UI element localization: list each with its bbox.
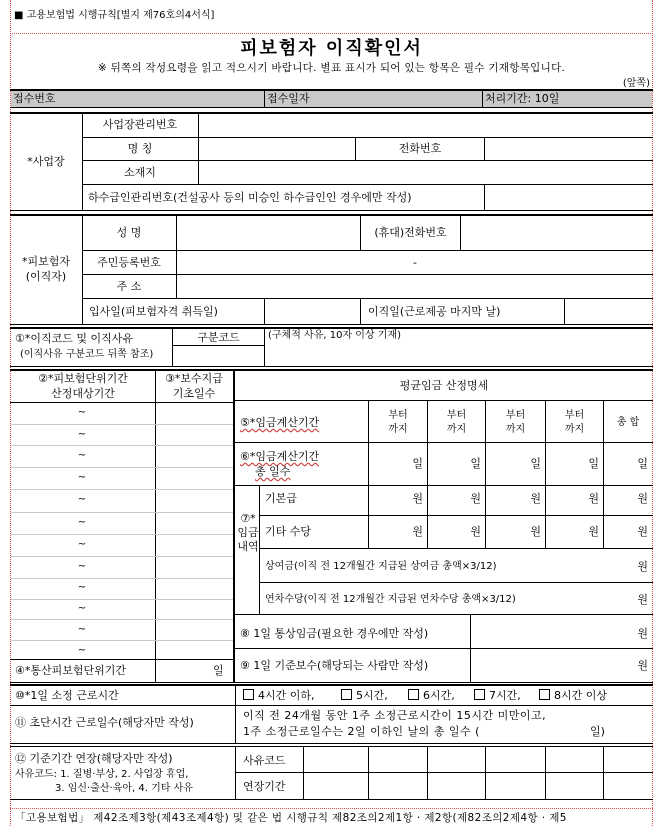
page-guide-right [652,0,653,826]
receipt-number-label: 접수번호 [13,92,56,105]
short-time-days-label: ⑪ 초단시간 근로일수(해당자만 작성) [15,716,194,729]
short-time-text-line1: 이직 전 24개월 동안 1주 소정근로시간이 15시간 미만이고, [243,709,547,722]
page-title: 피보험자 이직확인서 [240,38,423,59]
period-row-tilde: ~ [77,582,87,593]
period-row-tilde: ~ [77,539,87,550]
total-insured-period-unit: 일 [213,664,224,677]
day-unit: 일 [470,457,481,470]
workplace-name-label: 명 칭 [127,142,153,155]
calc-days-label: ⑥*임금계산기간 [240,450,320,463]
insured-address-label: 주 소 [116,280,142,293]
paid-days-header-line2: 기초일수 [172,387,216,400]
won-unit: 원 [470,525,481,538]
hours-option-7-checkbox[interactable]: 7시간, [474,689,521,702]
insured-section-sublabel: (이직자) [25,270,67,283]
period-row-tilde: ~ [77,407,87,418]
won-unit: 원 [588,492,599,505]
checkbox-icon [341,689,352,700]
calc-days-sublabel: 총 일수 [255,465,291,478]
won-unit: 원 [530,492,541,505]
workplace-phone-label: 전화번호 [398,142,442,155]
leave-date-label: 이직일(근로제공 마지막 날) [368,305,501,318]
won-unit: 원 [637,627,648,640]
paid-days-header-line1: ③*보수지급 [165,372,223,385]
separation-code-hint: (이직사유 구분코드 뒤쪽 참조) [20,349,154,360]
won-unit: 원 [412,525,423,538]
period-row-tilde: ~ [77,624,87,635]
calc-to: 까지 [564,424,585,435]
page-guide-left [10,0,11,826]
annual-leave-pay-label: 연차수당(이직 전 12개월간 지급된 연차수당 총액×3/12) [265,594,516,605]
period-row-tilde: ~ [77,494,87,505]
extension-period-label: 연장기간 [243,780,286,793]
page-guide-top [10,33,653,34]
extension-codes-line1: 사유코드: 1. 질병·부상, 2. 사업장 휴업, [15,769,189,780]
hours-option-4-checkbox[interactable]: 4시간 이하, [243,689,315,702]
won-unit: 원 [637,659,648,672]
calc-to: 까지 [505,424,526,435]
won-unit: 원 [637,525,648,538]
won-unit: 원 [637,492,648,505]
day-unit: 일 [637,457,648,470]
won-unit: 원 [637,560,648,573]
wage-breakdown-label: ⑦*임금내역 [237,512,259,553]
hours-option-8-checkbox[interactable]: 8시간 이상 [539,689,607,702]
checkbox-icon [243,689,254,700]
period-row-tilde: ~ [77,603,87,614]
calc-to: 까지 [446,424,467,435]
footer-legal-text: 「고용보험법」 제42조제3항(제43조제4항) 및 같은 법 시행규칙 제82조의2제1항 · 제2항(제82조의2제4항 · 제5 [15,812,567,824]
won-unit: 원 [588,525,599,538]
form-reference: ■ 고용보험법 시행규칙[별지 제76호의4서식] [14,10,215,21]
period-row-tilde: ~ [77,645,87,656]
day-unit: 일 [530,457,541,470]
workplace-address-label: 소재지 [124,166,156,179]
period-row-tilde: ~ [77,517,87,528]
work-hours-label: ⑩*1일 소정 근로시간 [15,689,119,702]
receipt-date-label: 접수일자 [267,92,310,105]
checkbox-icon [539,689,550,700]
extension-codes-line2: 3. 임신·출산·육아, 4. 기타 사유 [55,783,193,794]
won-unit: 원 [530,525,541,538]
separation-reason-hint: (구체적 사유, 10자 이상 기재) [268,330,402,341]
avg-wage-title: 평균임금 산정명세 [399,379,489,392]
extension-label: ⑫ 기준기간 연장(해당자만 작성) [15,752,173,765]
period-row-tilde: ~ [77,450,87,461]
period-header-line1: ②*피보험단위기간 [38,372,128,385]
period-row-tilde: ~ [77,472,87,483]
short-time-text-line2: 1주 소정근로일수는 2일 이하인 날의 총 일수 ( [243,725,480,738]
won-unit: 원 [637,593,648,606]
page-side: (앞쪽) [622,78,650,89]
rrn-label: 주민등록번호 [97,256,161,269]
reason-code-label: 사유코드 [243,754,286,767]
calc-from: 부터 [505,410,526,421]
short-time-days-unit: 일) [590,725,605,738]
total-insured-period-label: ④*통산피보험단위기간 [15,664,126,677]
insured-section-label: *피보험자 [21,255,70,268]
won-unit: 원 [470,492,481,505]
separation-code-field-label: 구분코드 [197,331,240,344]
calc-from: 부터 [446,410,467,421]
hours-option-6-checkbox[interactable]: 6시간, [408,689,455,702]
won-unit: 원 [412,492,423,505]
period-row-tilde: ~ [77,429,87,440]
insured-name-label: 성 명 [116,226,142,239]
separation-code-label: ①*이직코드 및 이직사유 [15,332,133,345]
hours-option-5-checkbox[interactable]: 5시간, [341,689,388,702]
day-unit: 일 [412,457,423,470]
day-unit: 일 [588,457,599,470]
workplace-mgmt-no-label: 사업장관리번호 [102,118,178,131]
other-allowance-label: 기타 수당 [265,525,312,538]
processing-period-label: 처리기간: 10일 [485,92,560,105]
period-header-line2: 산정대상기간 [51,387,115,400]
checkbox-icon [474,689,485,700]
period-row-tilde: ~ [77,561,87,572]
insured-phone-label: (휴대)전화번호 [374,226,447,239]
hire-date-label: 입사일(피보험자격 취득일) [89,305,218,318]
rrn-separator: - [413,256,417,269]
ordinary-wage-label: ⑧ 1일 통상임금(필요한 경우에만 작성) [240,627,429,640]
workplace-section-label: *사업장 [27,155,65,168]
bonus-label: 상여금(이직 전 12개월간 지급된 상여금 총액×3/12) [265,561,497,572]
notice-text: ※ 뒤쪽의 작성요령을 읽고 적으시기 바랍니다. 별표 표시가 되어 있는 항목은 필수 기재항목입니다. [97,62,566,74]
footer-clip [12,806,652,826]
calc-period-label: ⑤*임금계산기간 [240,416,320,429]
subcontractor-no-label: 하수급인관리번호(건설공사 등의 미승인 하수급인인 경우에만 작성) [88,191,412,204]
calc-to: 까지 [388,424,408,435]
basic-pay-label: 기본급 [265,492,297,505]
calc-from: 부터 [388,410,408,421]
calc-total: 총 합 [616,417,640,428]
checkbox-icon [408,689,419,700]
calc-from: 부터 [564,410,585,421]
base-pay-label: ⑨ 1일 기준보수(해당되는 사람만 작성) [240,659,429,672]
